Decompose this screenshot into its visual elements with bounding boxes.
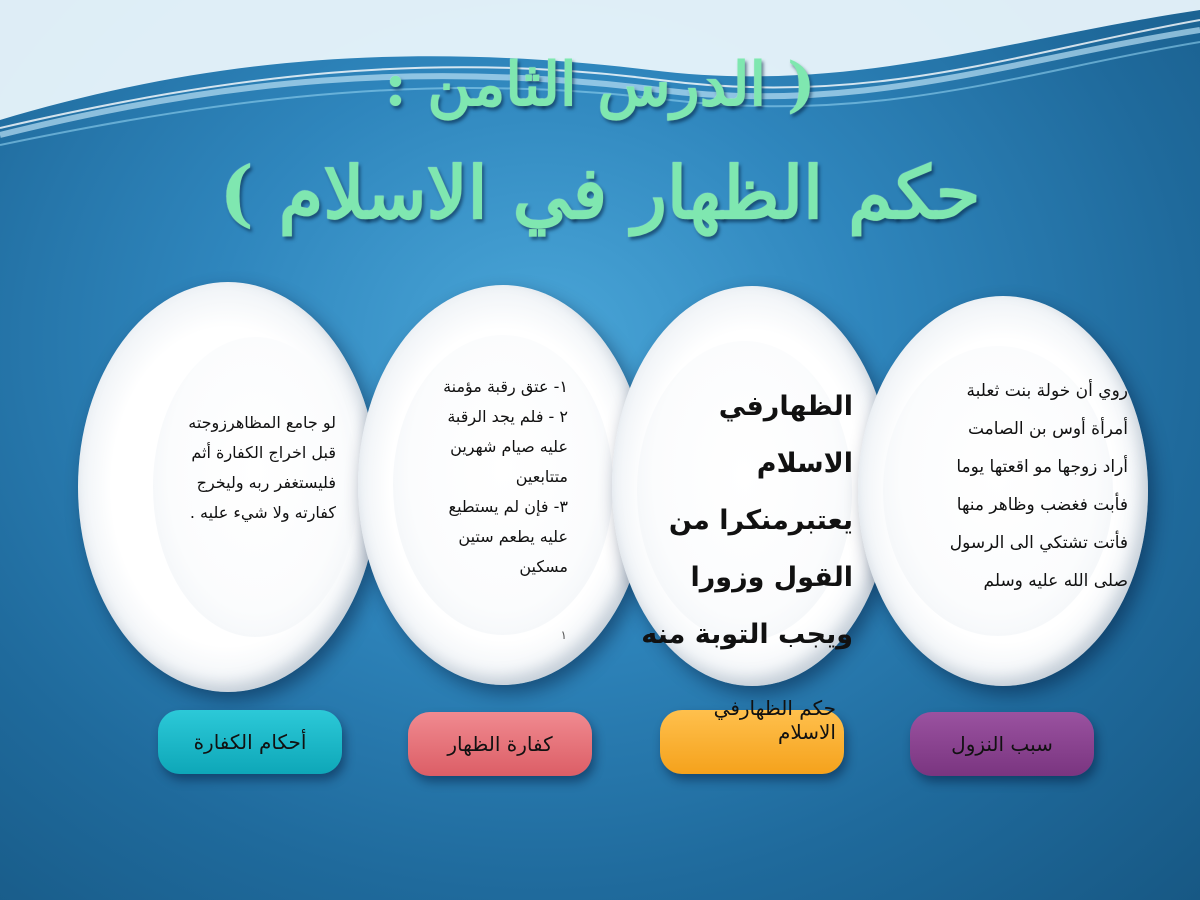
- label-revelation-reason[interactable]: [910, 712, 1094, 776]
- label-kaffara-rulings-text: أحكام الكفارة: [193, 730, 307, 754]
- label-zihar-expiation-text: كفارة الظهار: [447, 732, 553, 756]
- lesson-title-line2: حكم الظهار في الاسلام ): [219, 150, 981, 235]
- label-kaffara-rulings[interactable]: [158, 710, 342, 774]
- page-mark: ١: [560, 628, 567, 642]
- label-zihar-ruling[interactable]: [660, 696, 844, 774]
- label-zihar-ruling-text: حكم الظهارفي الاسلام: [713, 696, 836, 744]
- zihar-ruling-text: الظهارفي الاسلام يعتبرمنكرا من القول وزورا ويجب التوبة منه: [641, 391, 853, 650]
- label-revelation-reason-text: سبب النزول: [951, 732, 1053, 756]
- label-zihar-expiation[interactable]: [408, 712, 592, 776]
- lesson-title-line1: ( الدرس الثامن :: [384, 50, 816, 120]
- kaffara-rulings-text: لو جامع المظاهرزوجته قبل اخراج الكفارة أثم فليستغفر ربه وليخرج كفارته ولا شيء عليه .: [188, 413, 336, 522]
- revelation-reason-text: روي أن خولة بنت ثعلبة أمرأة أوس بن الصامت أراد زوجها مو اقعتها يوما فأبت فغضب وظاهر منها فأتت تشتكي الى الرسول صلى الله عليه وسلم: [949, 381, 1128, 591]
- zihar-expiation-text: ١- عتق رقبة مؤمنة ٢ - فلم يجد الرقبة عليه صيام شهرين متتابعين ٣- فإن لم يستطيع عليه يطعم ستين مسكين: [443, 377, 568, 576]
